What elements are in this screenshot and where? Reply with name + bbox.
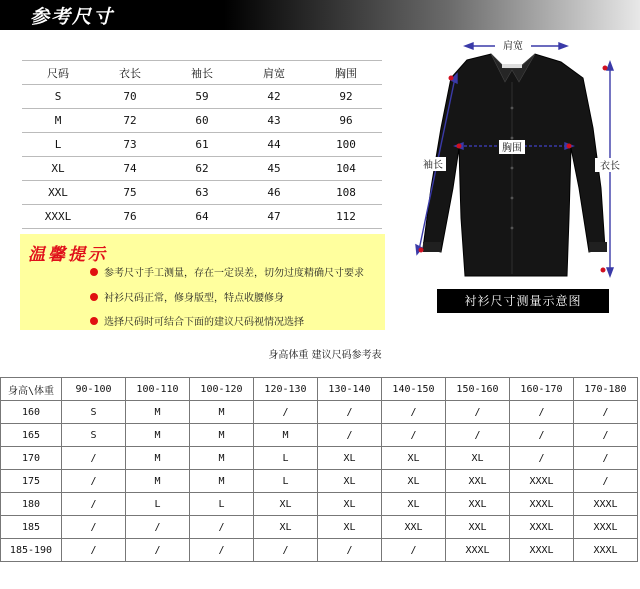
table-cell: XXXL	[574, 516, 638, 539]
header-bar	[0, 0, 640, 30]
table-cell: /	[190, 539, 254, 562]
header-cell: 100-110	[126, 378, 190, 401]
table-cell: L	[126, 493, 190, 516]
table-cell: XXXL	[574, 539, 638, 562]
table-cell: /	[62, 470, 126, 493]
table-cell: XXXL	[574, 493, 638, 516]
table-row	[1, 493, 638, 516]
table-cell: /	[574, 470, 638, 493]
table-row	[22, 109, 382, 133]
table-cell: XL	[254, 516, 318, 539]
table-cell: /	[510, 424, 574, 447]
table-cell: M	[22, 109, 94, 133]
table-cell: XL	[382, 447, 446, 470]
table-cell: 64	[166, 205, 238, 229]
table-cell: M	[190, 401, 254, 424]
table-cell: 160	[1, 401, 62, 424]
tips-box	[20, 234, 385, 330]
table-cell: XXXL	[510, 493, 574, 516]
header-cell: 肩宽	[238, 61, 310, 85]
table-cell: L	[254, 470, 318, 493]
table-cell: /	[446, 424, 510, 447]
bullet-icon	[90, 293, 98, 301]
table-cell: S	[62, 401, 126, 424]
table-cell: 92	[310, 85, 382, 109]
table-cell: /	[62, 539, 126, 562]
table-cell: 100	[310, 133, 382, 157]
table-cell: 60	[166, 109, 238, 133]
table-cell: XXL	[446, 470, 510, 493]
table-row	[1, 516, 638, 539]
header-cell: 160-170	[510, 378, 574, 401]
table-cell: 165	[1, 424, 62, 447]
table-cell: /	[254, 539, 318, 562]
table-cell: 75	[94, 181, 166, 205]
table-cell: S	[62, 424, 126, 447]
table-cell: L	[22, 133, 94, 157]
table-cell: 96	[310, 109, 382, 133]
table-cell: /	[126, 539, 190, 562]
size-table	[22, 60, 382, 229]
table-cell: XL	[382, 470, 446, 493]
header-cell: 120-130	[254, 378, 318, 401]
table-row	[22, 157, 382, 181]
table-cell: M	[126, 401, 190, 424]
table-row	[22, 133, 382, 157]
table-cell: 61	[166, 133, 238, 157]
bullet-icon	[90, 268, 98, 276]
header-cell: 150-160	[446, 378, 510, 401]
table-cell: /	[318, 424, 382, 447]
table-cell: XXL	[446, 516, 510, 539]
table-cell: M	[126, 424, 190, 447]
tip-item	[90, 313, 304, 328]
header-cell: 身高\体重	[1, 378, 62, 401]
tip-text: 衬衫尺码正常，修身版型，特点收腰修身	[104, 293, 284, 304]
header-cell: 130-140	[318, 378, 382, 401]
table-cell: M	[190, 424, 254, 447]
table-cell: /	[382, 401, 446, 424]
chest-label: 胸围	[502, 143, 522, 154]
table-cell: XXL	[446, 493, 510, 516]
diagram-caption: 衬衫尺寸测量示意图	[437, 289, 609, 313]
sleeve-label: 袖长	[423, 160, 443, 171]
table-cell: /	[574, 401, 638, 424]
table-cell: 108	[310, 181, 382, 205]
table-cell: XL	[254, 493, 318, 516]
table-cell: 59	[166, 85, 238, 109]
shirt-illustration	[423, 54, 607, 276]
table-cell: M	[126, 470, 190, 493]
table-cell: /	[254, 401, 318, 424]
table-row	[1, 424, 638, 447]
table-cell: /	[62, 447, 126, 470]
table-cell: XXL	[382, 516, 446, 539]
table-cell: XL	[318, 447, 382, 470]
reference-table	[0, 377, 638, 562]
table-row	[1, 401, 638, 424]
table-cell: 76	[94, 205, 166, 229]
table-cell: XL	[318, 516, 382, 539]
table-cell: M	[126, 447, 190, 470]
table-cell: 170	[1, 447, 62, 470]
table-cell: M	[190, 447, 254, 470]
table-cell: 74	[94, 157, 166, 181]
bullet-icon	[90, 317, 98, 325]
table-cell: 46	[238, 181, 310, 205]
shirt-diagram	[395, 38, 635, 288]
size-table-header	[22, 61, 382, 85]
header-cell: 100-120	[190, 378, 254, 401]
table-cell: /	[574, 447, 638, 470]
tip-item	[90, 289, 284, 304]
table-cell: XXXL	[446, 539, 510, 562]
table-cell: XL	[382, 493, 446, 516]
table-cell: M	[190, 470, 254, 493]
header-cell: 袖长	[166, 61, 238, 85]
header-cell: 90-100	[62, 378, 126, 401]
table-row	[22, 205, 382, 229]
header-cell: 尺码	[22, 61, 94, 85]
page-title: 参考尺寸	[30, 6, 115, 28]
table-row	[22, 181, 382, 205]
table-cell: XL	[22, 157, 94, 181]
table-cell: /	[510, 401, 574, 424]
table-cell: 70	[94, 85, 166, 109]
length-label: 衣长	[600, 161, 620, 172]
table-cell: 185-190	[1, 539, 62, 562]
table-cell: 175	[1, 470, 62, 493]
table-cell: 62	[166, 157, 238, 181]
table-cell: S	[22, 85, 94, 109]
table-row	[22, 85, 382, 109]
table-cell: /	[382, 539, 446, 562]
table-cell: 72	[94, 109, 166, 133]
table-cell: XXXL	[510, 470, 574, 493]
table-cell: 63	[166, 181, 238, 205]
table-cell: XXXL	[510, 539, 574, 562]
shirt-svg	[395, 38, 635, 288]
table-cell: 44	[238, 133, 310, 157]
table-cell: 43	[238, 109, 310, 133]
table-cell: 42	[238, 85, 310, 109]
tip-item	[90, 264, 364, 279]
table-cell: XXL	[22, 181, 94, 205]
table-cell: 112	[310, 205, 382, 229]
header-cell: 胸围	[310, 61, 382, 85]
table-cell: /	[62, 516, 126, 539]
table-cell: XXXL	[510, 516, 574, 539]
header-cell: 衣长	[94, 61, 166, 85]
table-cell: 104	[310, 157, 382, 181]
table-cell: 185	[1, 516, 62, 539]
table-cell: XL	[318, 470, 382, 493]
tip-text: 选择尺码时可结合下面的建议尺码视情况选择	[104, 317, 304, 328]
table-cell: XXXL	[22, 205, 94, 229]
table-cell: 47	[238, 205, 310, 229]
table-cell: /	[382, 424, 446, 447]
table-cell: /	[574, 424, 638, 447]
table-cell: /	[62, 493, 126, 516]
table-cell: XL	[318, 493, 382, 516]
reference-title: 身高体重 建议尺码参考表	[268, 350, 382, 361]
table-row	[1, 447, 638, 470]
table-cell: 73	[94, 133, 166, 157]
shoulder-label: 肩宽	[503, 41, 523, 52]
table-cell: /	[318, 401, 382, 424]
table-cell: /	[446, 401, 510, 424]
table-row	[1, 470, 638, 493]
table-cell: L	[190, 493, 254, 516]
table-cell: /	[510, 447, 574, 470]
table-cell: L	[254, 447, 318, 470]
table-cell: /	[190, 516, 254, 539]
table-cell: /	[318, 539, 382, 562]
table-cell: XL	[446, 447, 510, 470]
table-cell: 45	[238, 157, 310, 181]
table-cell: /	[126, 516, 190, 539]
table-row	[1, 539, 638, 562]
tips-title: 温馨提示	[28, 245, 108, 265]
tip-text: 参考尺寸手工测量，存在一定误差，切勿过度精确尺寸要求	[104, 268, 364, 279]
header-cell: 170-180	[574, 378, 638, 401]
header-cell: 140-150	[382, 378, 446, 401]
reference-header-row	[1, 378, 638, 401]
table-cell: M	[254, 424, 318, 447]
table-cell: 180	[1, 493, 62, 516]
